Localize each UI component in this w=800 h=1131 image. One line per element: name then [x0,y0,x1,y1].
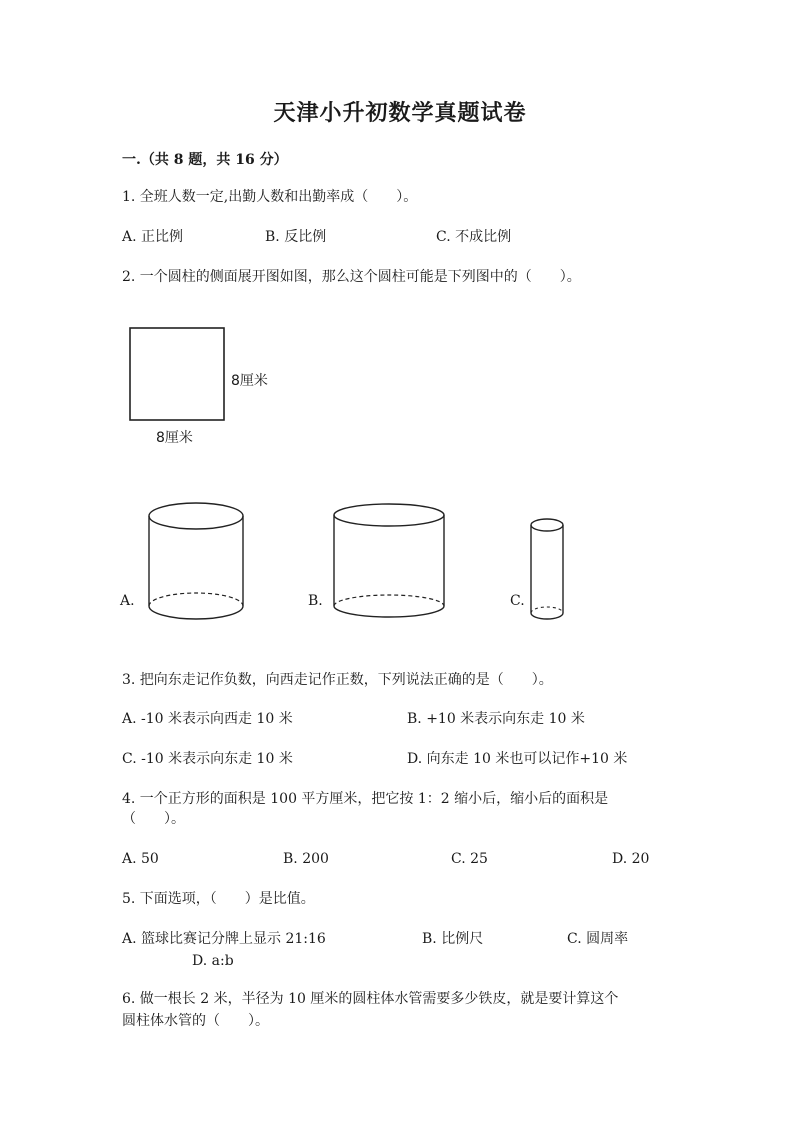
question-3-stem: 3. 把向东走记作负数，向西走记作正数，下列说法正确的是（ ）。 [122,672,553,688]
net-square [130,328,224,420]
question-4-option-a[interactable]: A. 50 [122,851,159,867]
question-4-option-d[interactable]: D. 20 [612,851,650,867]
question-2-stem: 2. 一个圆柱的侧面展开图如图，那么这个圆柱可能是下列图中的（ ）。 [122,269,581,285]
cylinder-a [143,499,249,625]
question-3-option-a[interactable]: A. -10 米表示向西走 10 米 [122,711,293,727]
question-4-stem-line-2: （ ）。 [122,811,185,827]
net-side-label: 8厘米 [231,373,268,389]
question-5-option-a[interactable]: A. 篮球比赛记分牌上显示 21:16 [122,931,326,947]
question-1-option-a[interactable]: A. 正比例 [122,229,184,245]
question-2-option-c[interactable]: C. [510,593,525,609]
net-square-figure [125,323,235,427]
question-3-option-d[interactable]: D. 向东走 10 米也可以记作+10 米 [407,751,628,767]
cylinder-b [328,500,450,622]
question-3-option-b[interactable]: B. +10 米表示向东走 10 米 [407,711,585,727]
question-1-option-b[interactable]: B. 反比例 [265,229,327,245]
question-2-option-a[interactable]: A. [120,593,135,609]
question-1-option-c[interactable]: C. 不成比例 [436,229,512,245]
question-2-option-b[interactable]: B. [308,593,323,609]
question-6-stem-line-1: 6. 做一根长 2 米，半径为 10 厘米的圆柱体水管需要多少铁皮，就是要计算这个 [122,991,619,1007]
section-header: 一.（共 8 题，共 16 分） [122,152,288,168]
page-title: 天津小升初数学真题试卷 [273,100,527,126]
question-4-stem-line-1: 4. 一个正方形的面积是 100 平方厘米，把它按 1：2 缩小后，缩小后的面积是 [122,791,609,807]
question-5-option-d[interactable]: D. a:b [192,953,234,969]
cylinder-c [526,514,570,628]
net-bottom-label: 8厘米 [156,430,193,446]
question-5-stem: 5. 下面选项，（ ）是比值。 [122,891,315,907]
question-4-option-c[interactable]: C. 25 [451,851,488,867]
question-5-option-c[interactable]: C. 圆周率 [567,931,629,947]
question-4-option-b[interactable]: B. 200 [283,851,329,867]
question-5-option-b[interactable]: B. 比例尺 [422,931,484,947]
question-6-stem-line-2: 圆柱体水管的（ ）。 [122,1013,269,1029]
question-1-stem: 1. 全班人数一定,出勤人数和出勤率成（ ）。 [122,189,418,205]
question-3-option-c[interactable]: C. -10 米表示向东走 10 米 [122,751,293,767]
